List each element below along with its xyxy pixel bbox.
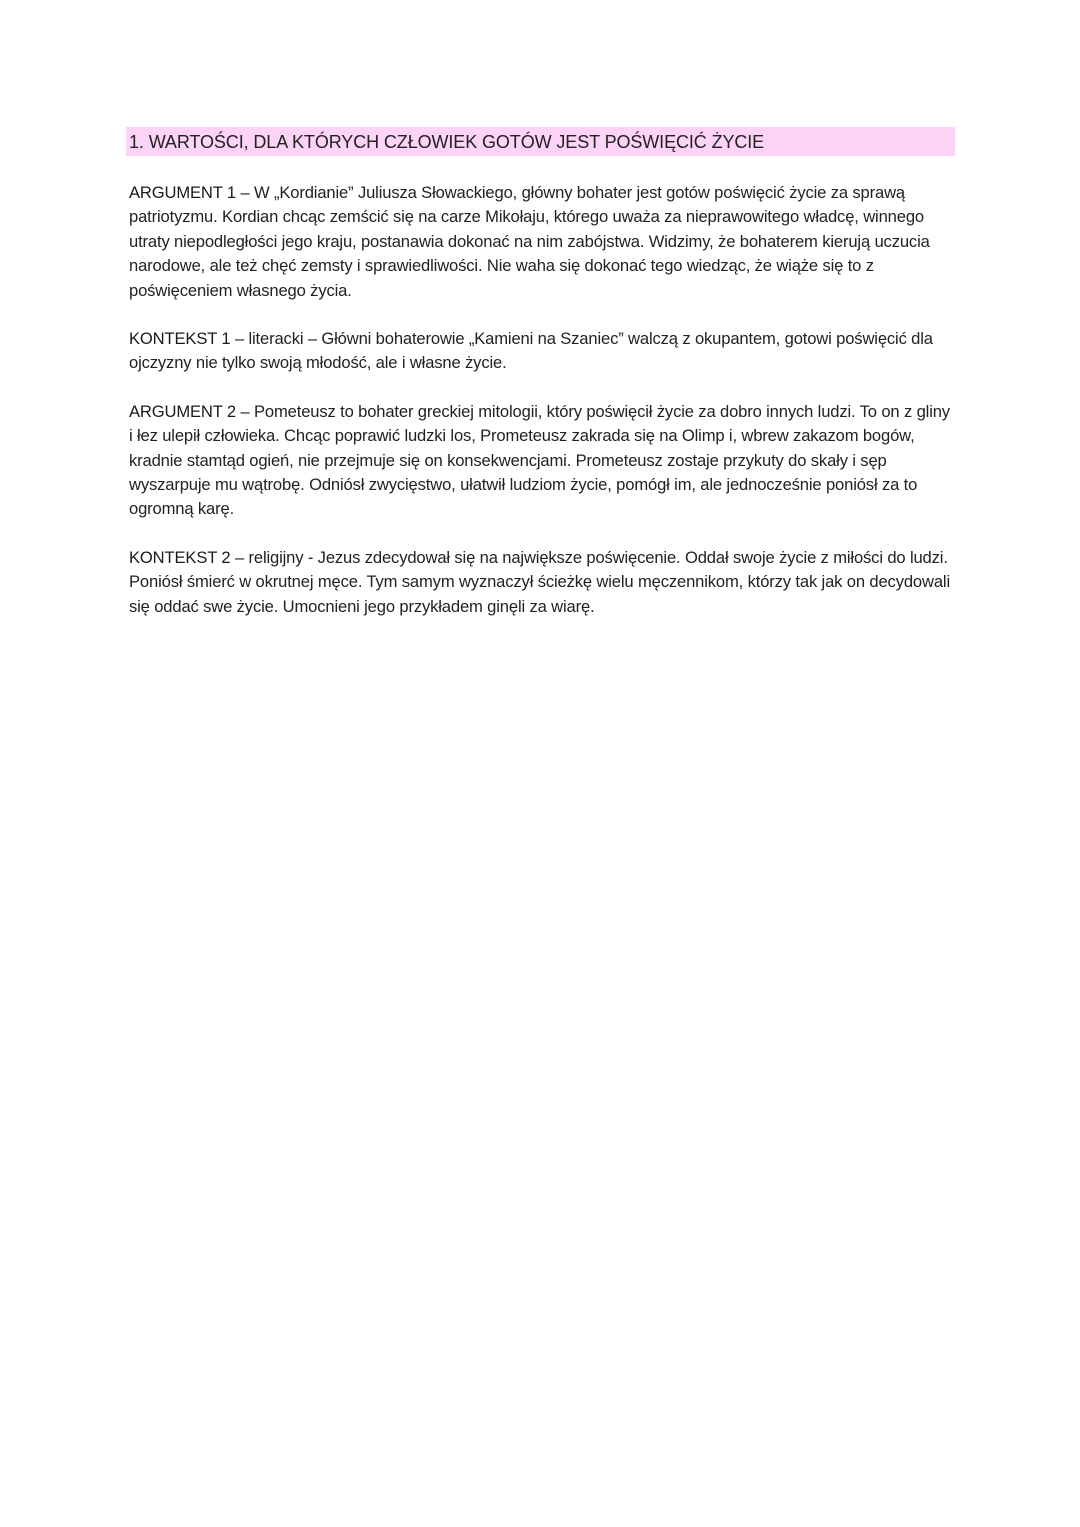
paragraph-label: KONTEKST 2 <box>129 547 231 567</box>
section-heading <box>126 127 955 156</box>
paragraph-text: literacki – Główni bohaterowie „Kamieni na Szaniec” walczą z okupantem, gotowi poświęcić dla ojczyzny nie tylko swoją młodość, ale i własne życie. <box>129 329 933 373</box>
paragraph-separator: – <box>236 183 254 202</box>
paragraph-label: KONTEKST 1 <box>129 329 231 349</box>
paragraph-argument-1 <box>129 181 955 303</box>
paragraph-text: Pometeusz to bohater greckiej mitologii, który poświęcił życie za dobro innych ludzi. To on z gliny i łez ulepił człowieka. Chcąc poprawić ludzki los, Prometeusz zakrada się na Olimp i, wbrew zakazom bogów, kradnie stamtąd ogień, nie przejmuje się on konsekwencjami. Prometeusz zostaje przykuty do skały i sęp wyszarpuje mu wątrobę. Odniósł zwycięstwo, ułatwił ludziom życie, pomógł im, ale jednocześnie poniósł za to ogromną karę. <box>129 401 950 519</box>
paragraph-label: ARGUMENT 2 <box>129 401 236 421</box>
paragraph-kontekst-2 <box>129 546 955 619</box>
paragraph-separator: – <box>230 547 249 567</box>
paragraph-separator: – <box>230 329 249 349</box>
paragraph-separator: – <box>236 401 254 421</box>
section-heading-text: 1. WARTOŚCI, DLA KTÓRYCH CZŁOWIEK GOTÓW JEST POŚWIĘCIĆ ŻYCIE <box>129 132 765 152</box>
paragraph-argument-2 <box>129 400 955 522</box>
document-body <box>129 181 955 643</box>
paragraph-label: ARGUMENT 1 <box>129 183 236 202</box>
paragraph-text: religijny - Jezus zdecydował się na największe poświęcenie. Oddał swoje życie z miłości do ludzi. Poniósł śmierć w okrutnej męce. Tym samym wyznaczył ścieżkę wielu męczennikom, którzy tak jak on decydowali się oddać swe życie. Umocnieni jego przykładem ginęli za wiarę. <box>129 547 950 616</box>
paragraph-kontekst-1 <box>129 327 955 376</box>
paragraph-text: W „Kordianie” Juliusza Słowackiego, główny bohater jest gotów poświęcić życie za sprawą patriotyzmu. Kordian chcąc zemścić się na carze Mikołaju, którego uważa za nieprawowitego władcę, winnego utraty niepodległości jego kraju, postanawia dokonać na nim zabójstwa. Widzimy, że bohaterem kierują uczucia narodowe, ale też chęć zemsty i sprawiedliwości. Nie waha się dokonać tego wiedząc, że wiąże się to z poświęceniem własnego życia. <box>129 183 930 300</box>
